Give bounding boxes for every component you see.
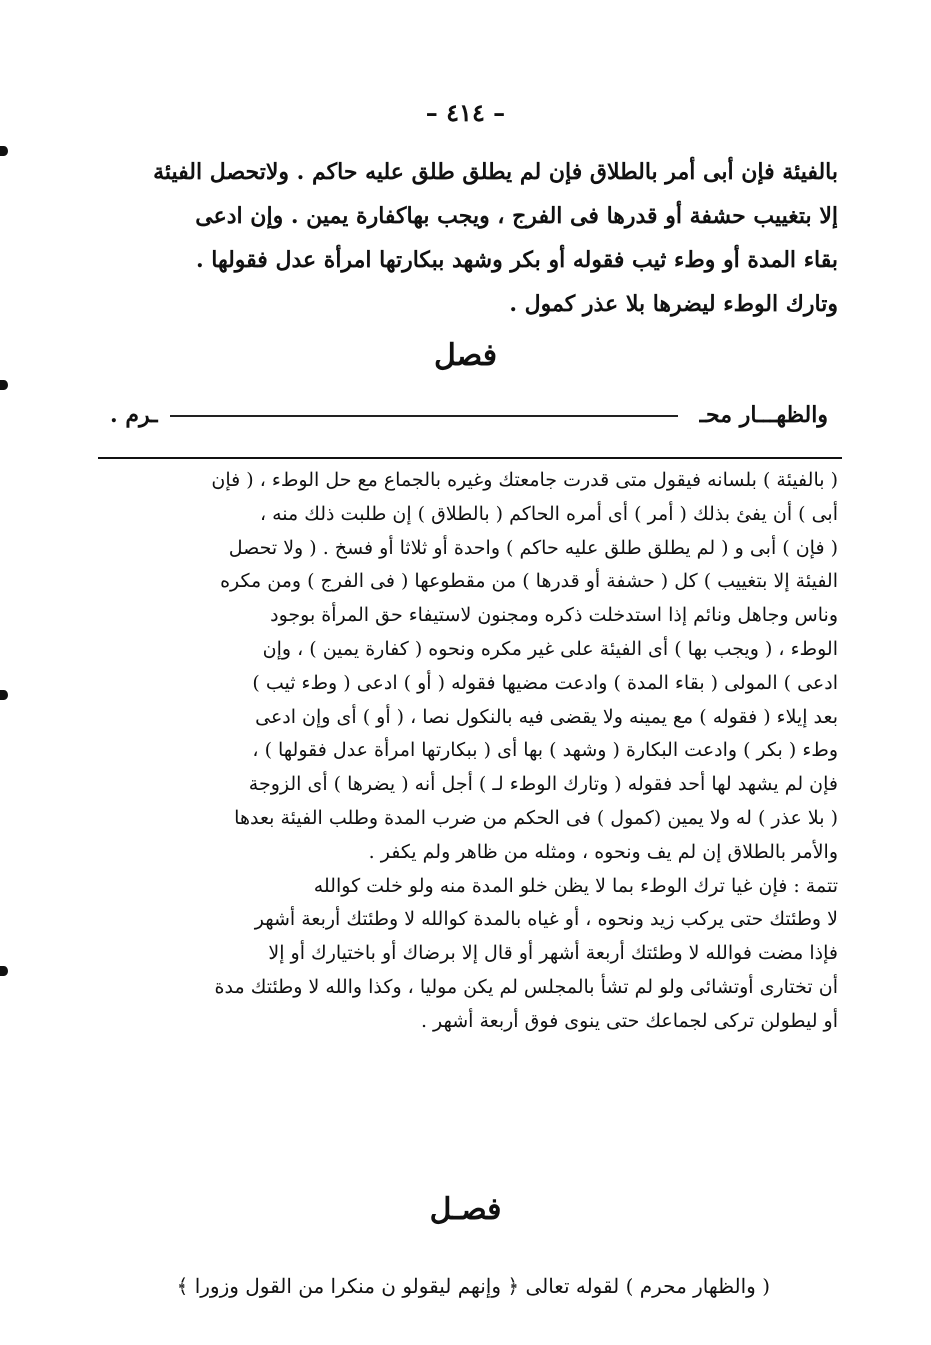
reference-start: والظهـــار محـ: [699, 402, 828, 428]
closing-line: ( والظهار محرم ) لقوله تعالى ﴿ وإنهم ليقولو ن منكرا من القول وزورا ﴾: [176, 1274, 770, 1298]
separator-rule: [98, 457, 842, 459]
next-section-reference: [110, 402, 828, 432]
reference-end: ـرم .: [110, 402, 158, 428]
commentary-line: أبى ) أن يفئ بذلك ( أمر ) أى أمره الحاكم ( بالطلاق ) إن طلبت ذلك منه ،: [259, 502, 838, 525]
commentary-line: الفيئة إلا بتغييب ) كل ( حشفة أو قدرها ) من مقطوعها ( فى الفرج ) ومن مكره: [220, 570, 838, 593]
binding-hole-mark: [0, 966, 8, 976]
commentary-line: والأمر بالطلاق إن لم يف ونحوه ، ومثله من ظاهر ولم يكفر .: [368, 840, 838, 863]
commentary-line: أو ليطولن تركى لجماعك حتى ينوى فوق أربعة أشهر .: [420, 1009, 838, 1032]
commentary-line: فإن لم يشهد لها أحد فقوله ( وتارك الوطء لـ ) أجل أنه ( يضرها ) أى الزوجة: [248, 773, 838, 796]
section-heading-fasl: فصل: [433, 338, 498, 373]
commentary-line: فإذا مضت فوالله لا وطئتك أربعة أشهر أو قال إلا برضاك أو باختيارك أو إلا: [268, 942, 838, 965]
commentary-line: الوطء ، ( ويجب بها ) أى الفيئة على غير مكره ونحوه ( كفارة يمين ) ، وإن: [262, 637, 838, 660]
section-heading-fasl-2: فصـل: [429, 1192, 502, 1227]
main-text-block: [98, 150, 838, 326]
commentary-line: وطء ( بكر ) وادعت البكارة ( وشهد ) بها أى ( ببكارتها امرأة عدل فقولها ) ،: [252, 739, 838, 762]
commentary-line: تتمة : فإن غيا ترك الوطء بما لا يظن خلو المدة منه ولو خلت كوالله: [313, 874, 838, 897]
binding-hole-mark: [0, 690, 8, 700]
binding-hole-mark: [0, 146, 8, 156]
binding-hole-mark: [0, 380, 8, 390]
reference-dash: [170, 415, 678, 417]
page-number: – ٤١٤ –: [425, 98, 506, 127]
main-text-line: إلا بتغييب حشفة أو قدرها فى الفرج ، ويجب بهاكفارة يمين . وإن ادعى: [195, 203, 838, 229]
main-text-line: وتارك الوطء ليضرها بلا عذر كمول .: [509, 291, 838, 317]
commentary-line: ( فإن ) أبى و ( لم يطلق طلق عليه حاكم ) واحدة أو ثلاثا أو فسخ . ( ولا تحصل: [228, 536, 838, 559]
commentary-line: ( بالفيئة ) بلسانه فيقول متى قدرت جامعتك وغيره بالجماع مع حل الوطء ، ( فإن: [211, 469, 838, 491]
commentary-line: بعد إيلاء ( فقوله ) مع يمينه ولا يقضى فيه بالنكول نصا ، ( أو ) أى وإن ادعى: [255, 705, 838, 728]
commentary-line: وناس وجاهل ونائم إذا استدخلت ذكره ومجنون لاستيفاء حق المرأة بوجود: [270, 604, 838, 627]
commentary-line: لا وطئتك حتى يركب زيد ونحوه ، أو غياه بالمدة كوالله لا وطئتك أربعة أشهر: [254, 908, 838, 931]
commentary-block: [98, 464, 838, 1039]
commentary-line: ( بلا عذر ) له ولا يمين (كمول ) فى الحكم من ضرب المدة وطلب الفيئة بعدها: [234, 806, 838, 829]
main-text-line: بقاء المدة أو وطء ثيب فقوله أو بكر وشهد ببكارتها امرأة عدل فقولها .: [195, 247, 838, 273]
main-text-line: بالفيئة فإن أبى أمر بالطلاق فإن لم يطلق طلق عليه حاكم . ولاتحصل الفيئة: [153, 159, 838, 185]
commentary-line: ادعى ) المولى ( بقاء المدة ) وادعت مضيها فقوله ( أو ) ادعى ( وطء ثيب ): [252, 671, 838, 694]
commentary-line: أن تختارى أوتشائى ولو لم تشأ بالمجلس لم يكن موليا ، وكذا والله لا وطئتك مدة: [214, 975, 838, 998]
